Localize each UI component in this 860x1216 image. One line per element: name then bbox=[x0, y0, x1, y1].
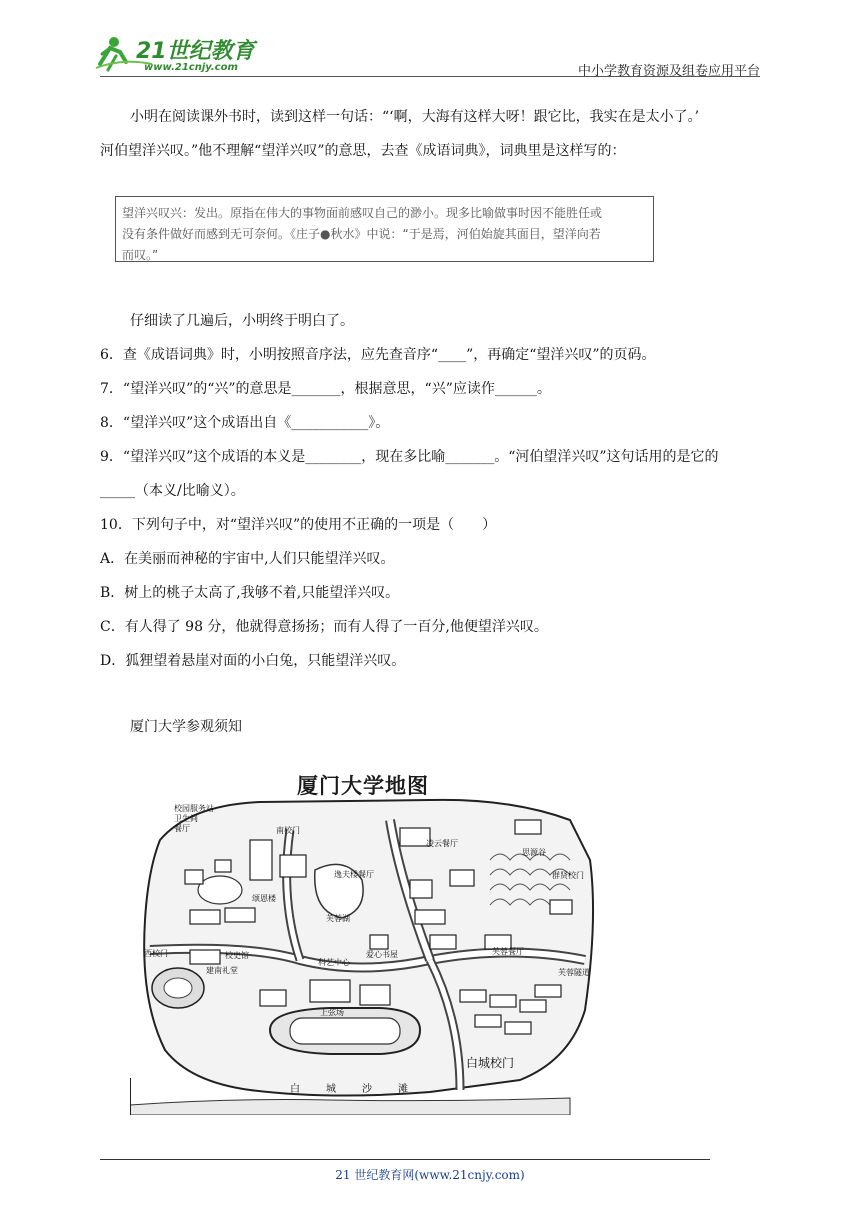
map-label-qunxian: 群贤校门 bbox=[552, 871, 584, 880]
question-10: 10．下列句子中，对“望洋兴叹”的使用不正确的一项是（ ） bbox=[100, 517, 497, 533]
map-label-furong-lake: 芙蓉湖 bbox=[326, 914, 350, 923]
map-label-art-center: 科艺中心 bbox=[318, 958, 350, 967]
logo-url: www.21cnjy.com bbox=[144, 62, 238, 73]
map-label-clinic: 卫生间 bbox=[174, 814, 198, 823]
option-d: D．狐狸望着悬崖对面的小白兔，只能望洋兴叹。 bbox=[100, 653, 406, 669]
option-c: C．有人得了 98 分，他就得意扬扬；而有人得了一百分,他便望洋兴叹。 bbox=[100, 619, 548, 635]
dict-line-2: 没有条件做好而感到无可奈何。《庄子●秋水》中说：“于是焉，河伯始旋其面目，望洋向若 bbox=[122, 227, 601, 241]
header-rule bbox=[100, 76, 760, 77]
site-logo bbox=[92, 34, 262, 76]
logo-text: 21世纪教育 bbox=[136, 39, 255, 64]
map-label-jiannan: 建南礼堂 bbox=[206, 966, 238, 975]
footer-rule bbox=[100, 1159, 710, 1160]
dictionary-entry-box bbox=[115, 196, 654, 262]
campus-map bbox=[130, 760, 600, 1115]
map-label-south-gate: 南校门 bbox=[276, 826, 300, 835]
dict-line-1: 望洋兴叹兴：发出。原指在伟大的事物面前感叹自己的渺小。现多比喻做事时因不能胜任或 bbox=[122, 206, 603, 220]
map-label-love-bookstore: 爱心书屋 bbox=[366, 950, 398, 959]
option-a: A．在美丽而神秘的宇宙中,人们只能望洋兴叹。 bbox=[100, 551, 395, 567]
passage-line-1: 小明在阅读课外书时，读到这样一句话：“‘啊，大海有这样大呀！跟它比，我实在是太小了。’ bbox=[130, 109, 700, 125]
map-label-baicheng-gate: 白城校门 bbox=[466, 1056, 515, 1070]
question-9-line-1: 9．“望洋兴叹”这个成语的本义是________，现在多比喻_______。“河伯望洋兴叹”这句话用的是它的 bbox=[100, 449, 719, 465]
map-title: 厦门大学地图 bbox=[297, 774, 429, 798]
option-b: B．树上的桃子太高了,我够不着,只能望洋兴叹。 bbox=[100, 585, 400, 601]
question-9-line-2: _____（本义/比喻义）。 bbox=[100, 483, 245, 499]
question-6: 6．查《成语词典》时，小明按照音序法，应先查音序“____”，再确定“望洋兴叹”的页码。 bbox=[100, 347, 656, 363]
map-label-lingyun: 凌云餐厅 bbox=[426, 839, 458, 848]
map-label-songen: 颂恩楼 bbox=[252, 894, 276, 903]
map-label-history: 校史馆 bbox=[225, 951, 249, 960]
passage-line-2: 河伯望洋兴叹。”他不理解“望洋兴叹”的意思，去查《成语词典》，词典里是这样写的： bbox=[100, 143, 626, 159]
question-8: 8．“望洋兴叹”这个成语出自《___________》。 bbox=[100, 415, 390, 431]
map-label-canteen: 餐厅 bbox=[174, 824, 190, 833]
map-label-service: 校园服务站 bbox=[174, 804, 214, 813]
map-label-west-gate: 西校门 bbox=[144, 949, 168, 958]
map-label-playground: 上弦场 bbox=[320, 1008, 344, 1017]
map-label-siyuan: 思源谷 bbox=[522, 848, 546, 857]
platform-name: 中小学教育资源及组卷应用平台 bbox=[577, 64, 760, 79]
map-label-furong-canteen: 芙蓉餐厅 bbox=[492, 947, 524, 956]
footer-text: 21 世纪教育网(www.21cnjy.com) bbox=[335, 1168, 525, 1182]
map-label-beach: 白城沙滩 bbox=[290, 1084, 434, 1095]
dict-line-3: 而叹。” bbox=[122, 248, 159, 262]
passage-line-3: 仔细读了几遍后，小明终于明白了。 bbox=[130, 313, 354, 329]
map-label-yifu: 逸夫楼餐厅 bbox=[334, 870, 374, 879]
question-7: 7．“望洋兴叹”的“兴”的意思是_______，根据意思，“兴”应读作______。 bbox=[100, 381, 551, 397]
section-title: 厦门大学参观须知 bbox=[130, 719, 242, 735]
map-label-furong-tunnel: 芙蓉隧道 bbox=[558, 968, 590, 977]
